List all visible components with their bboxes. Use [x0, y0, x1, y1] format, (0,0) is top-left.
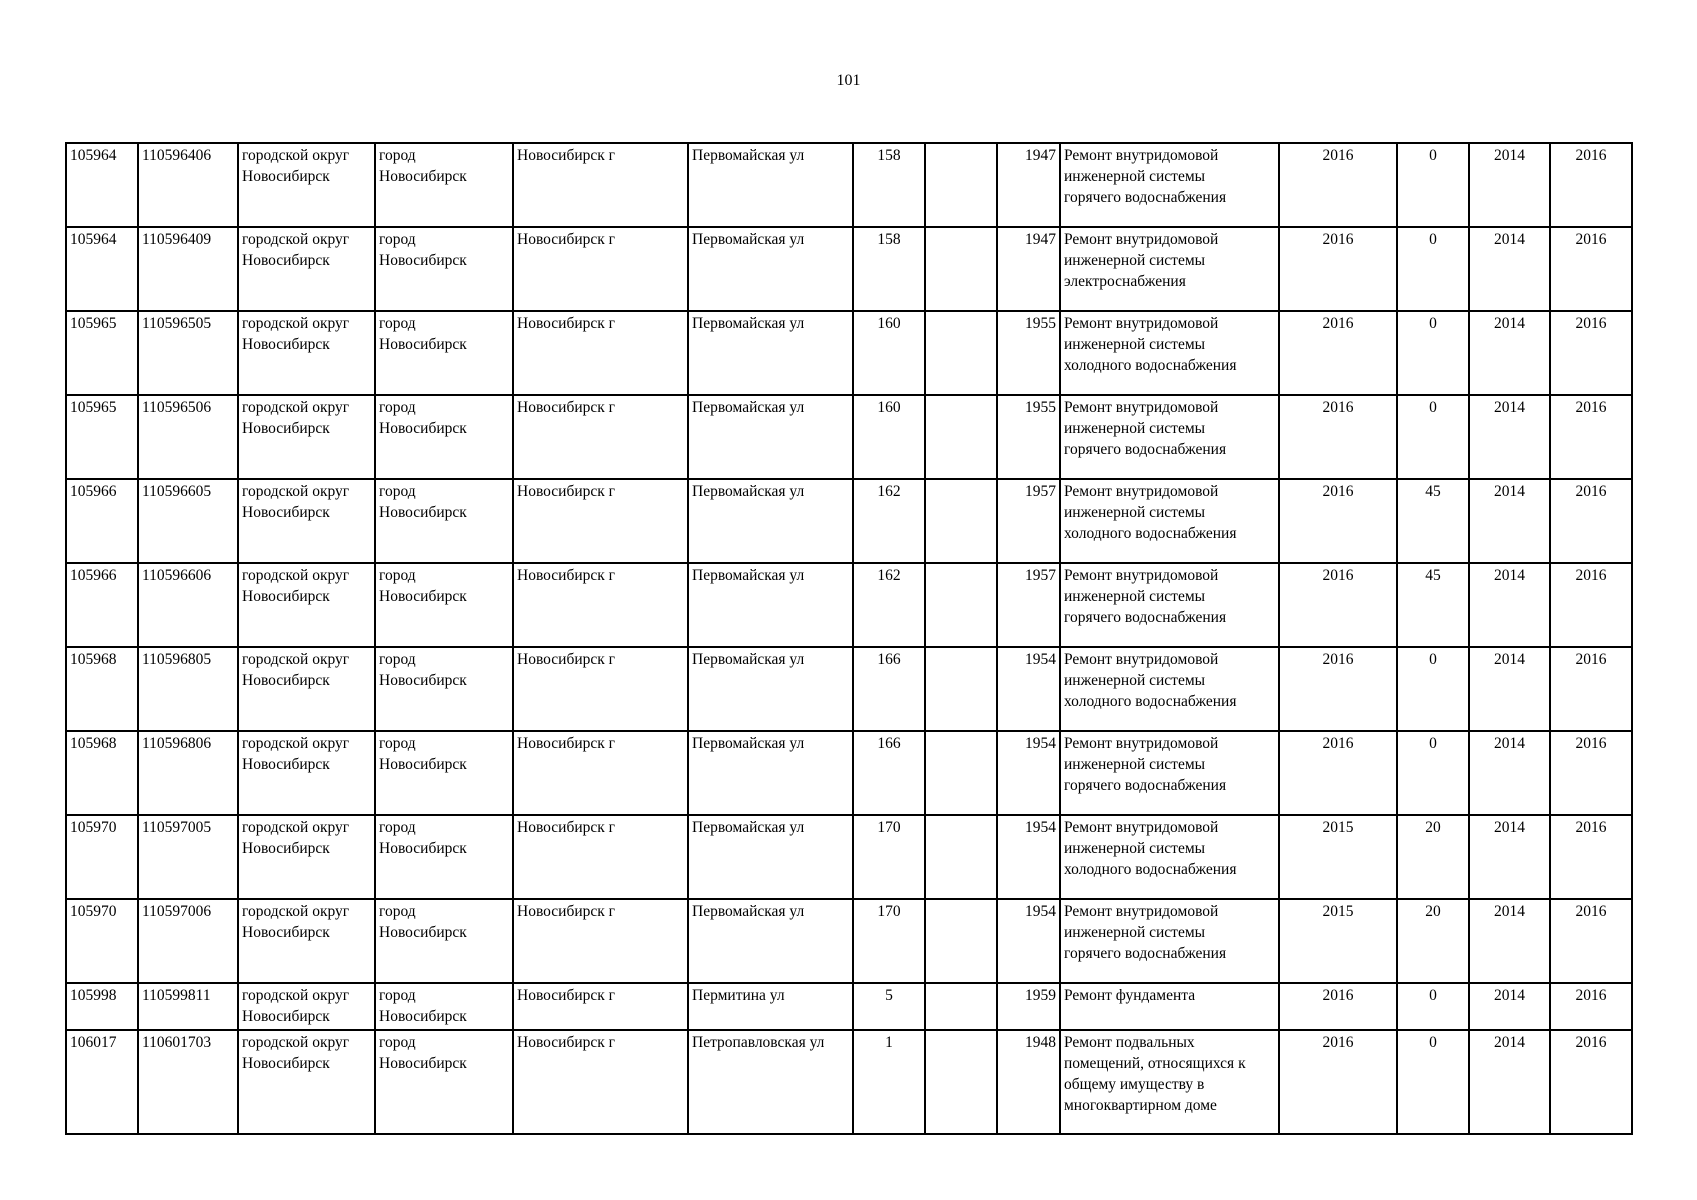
street-cell: Первомайская ул	[688, 395, 853, 479]
code-cell: 110596805	[138, 647, 238, 731]
wear-cell: 0	[1397, 227, 1469, 311]
work-type-cell: Ремонт внутридомовой инженерной системы холодного водоснабжения	[1060, 479, 1279, 563]
planned-year-cell: 2016	[1279, 227, 1397, 311]
code-cell: 110601703	[138, 1030, 238, 1134]
building-cell	[925, 395, 997, 479]
year-built-cell: 1954	[997, 647, 1060, 731]
year-built-cell: 1954	[997, 815, 1060, 899]
record-id-cell: 105998	[66, 983, 138, 1030]
district-cell: городской округ Новосибирск	[238, 311, 375, 395]
code-cell: 110596605	[138, 479, 238, 563]
locality-cell: Новосибирск г	[513, 815, 688, 899]
street-cell: Петропавловская ул	[688, 1030, 853, 1134]
record-id-cell: 105968	[66, 647, 138, 731]
locality-cell: Новосибирск г	[513, 479, 688, 563]
district-cell: городской округ Новосибирск	[238, 899, 375, 983]
street-cell: Первомайская ул	[688, 227, 853, 311]
district-cell: городской округ Новосибирск	[238, 1030, 375, 1134]
wear-cell: 0	[1397, 1030, 1469, 1134]
building-cell	[925, 731, 997, 815]
year-built-cell: 1955	[997, 395, 1060, 479]
wear-cell: 0	[1397, 731, 1469, 815]
code-cell: 110596409	[138, 227, 238, 311]
work-type-cell: Ремонт внутридомовой инженерной системы электроснабжения	[1060, 227, 1279, 311]
year-to-cell: 2016	[1550, 563, 1632, 647]
year-built-cell: 1957	[997, 563, 1060, 647]
year-from-cell: 2014	[1469, 983, 1550, 1030]
work-type-cell: Ремонт подвальных помещений, относящихся к общему имуществу в многоквартирном доме	[1060, 1030, 1279, 1134]
settlement-cell: город Новосибирск	[375, 731, 513, 815]
table-row	[66, 227, 1632, 311]
planned-year-cell: 2016	[1279, 479, 1397, 563]
year-from-cell: 2014	[1469, 647, 1550, 731]
record-id-cell: 105965	[66, 311, 138, 395]
district-cell: городской округ Новосибирск	[238, 395, 375, 479]
year-to-cell: 2016	[1550, 311, 1632, 395]
building-cell	[925, 1030, 997, 1134]
locality-cell: Новосибирск г	[513, 311, 688, 395]
table-row	[66, 899, 1632, 983]
work-type-cell: Ремонт фундамента	[1060, 983, 1279, 1030]
street-cell: Первомайская ул	[688, 143, 853, 227]
year-to-cell: 2016	[1550, 1030, 1632, 1134]
locality-cell: Новосибирск г	[513, 899, 688, 983]
year-to-cell: 2016	[1550, 899, 1632, 983]
code-cell: 110596806	[138, 731, 238, 815]
locality-cell: Новосибирск г	[513, 395, 688, 479]
planned-year-cell: 2016	[1279, 143, 1397, 227]
record-id-cell: 105964	[66, 143, 138, 227]
year-to-cell: 2016	[1550, 983, 1632, 1030]
house-number-cell: 158	[853, 227, 925, 311]
year-built-cell: 1955	[997, 311, 1060, 395]
settlement-cell: город Новосибирск	[375, 899, 513, 983]
code-cell: 110596505	[138, 311, 238, 395]
record-id-cell: 105968	[66, 731, 138, 815]
planned-year-cell: 2016	[1279, 731, 1397, 815]
building-cell	[925, 143, 997, 227]
work-type-cell: Ремонт внутридомовой инженерной системы холодного водоснабжения	[1060, 647, 1279, 731]
settlement-cell: город Новосибирск	[375, 227, 513, 311]
table-row	[66, 815, 1632, 899]
register-table	[65, 142, 1633, 1135]
table-row	[66, 563, 1632, 647]
locality-cell: Новосибирск г	[513, 1030, 688, 1134]
building-cell	[925, 899, 997, 983]
settlement-cell: город Новосибирск	[375, 563, 513, 647]
planned-year-cell: 2016	[1279, 395, 1397, 479]
record-id-cell: 106017	[66, 1030, 138, 1134]
house-number-cell: 170	[853, 815, 925, 899]
wear-cell: 0	[1397, 647, 1469, 731]
district-cell: городской округ Новосибирск	[238, 143, 375, 227]
settlement-cell: город Новосибирск	[375, 647, 513, 731]
house-number-cell: 5	[853, 983, 925, 1030]
wear-cell: 20	[1397, 899, 1469, 983]
year-from-cell: 2014	[1469, 143, 1550, 227]
year-built-cell: 1948	[997, 1030, 1060, 1134]
district-cell: городской округ Новосибирск	[238, 563, 375, 647]
record-id-cell: 105964	[66, 227, 138, 311]
settlement-cell: город Новосибирск	[375, 479, 513, 563]
code-cell: 110599811	[138, 983, 238, 1030]
table-body	[66, 143, 1632, 1134]
planned-year-cell: 2015	[1279, 899, 1397, 983]
house-number-cell: 158	[853, 143, 925, 227]
settlement-cell: город Новосибирск	[375, 311, 513, 395]
year-built-cell: 1947	[997, 227, 1060, 311]
year-from-cell: 2014	[1469, 899, 1550, 983]
code-cell: 110597005	[138, 815, 238, 899]
page-number: 101	[836, 72, 861, 89]
year-from-cell: 2014	[1469, 1030, 1550, 1134]
street-cell: Первомайская ул	[688, 899, 853, 983]
wear-cell: 45	[1397, 563, 1469, 647]
planned-year-cell: 2016	[1279, 1030, 1397, 1134]
wear-cell: 0	[1397, 143, 1469, 227]
locality-cell: Новосибирск г	[513, 143, 688, 227]
code-cell: 110596506	[138, 395, 238, 479]
house-number-cell: 1	[853, 1030, 925, 1134]
work-type-cell: Ремонт внутридомовой инженерной системы холодного водоснабжения	[1060, 815, 1279, 899]
locality-cell: Новосибирск г	[513, 731, 688, 815]
settlement-cell: город Новосибирск	[375, 395, 513, 479]
year-built-cell: 1957	[997, 479, 1060, 563]
settlement-cell: город Новосибирск	[375, 815, 513, 899]
building-cell	[925, 647, 997, 731]
year-from-cell: 2014	[1469, 311, 1550, 395]
year-built-cell: 1959	[997, 983, 1060, 1030]
year-built-cell: 1954	[997, 731, 1060, 815]
year-to-cell: 2016	[1550, 227, 1632, 311]
year-from-cell: 2014	[1469, 731, 1550, 815]
wear-cell: 20	[1397, 815, 1469, 899]
district-cell: городской округ Новосибирск	[238, 647, 375, 731]
record-id-cell: 105970	[66, 815, 138, 899]
planned-year-cell: 2015	[1279, 815, 1397, 899]
street-cell: Первомайская ул	[688, 311, 853, 395]
year-to-cell: 2016	[1550, 731, 1632, 815]
work-type-cell: Ремонт внутридомовой инженерной системы холодного водоснабжения	[1060, 311, 1279, 395]
house-number-cell: 162	[853, 563, 925, 647]
district-cell: городской округ Новосибирск	[238, 479, 375, 563]
building-cell	[925, 311, 997, 395]
year-to-cell: 2016	[1550, 143, 1632, 227]
wear-cell: 45	[1397, 479, 1469, 563]
wear-cell: 0	[1397, 311, 1469, 395]
code-cell: 110596606	[138, 563, 238, 647]
street-cell: Первомайская ул	[688, 479, 853, 563]
table-row	[66, 143, 1632, 227]
district-cell: городской округ Новосибирск	[238, 731, 375, 815]
work-type-cell: Ремонт внутридомовой инженерной системы горячего водоснабжения	[1060, 395, 1279, 479]
record-id-cell: 105965	[66, 395, 138, 479]
house-number-cell: 166	[853, 731, 925, 815]
table-row	[66, 311, 1632, 395]
year-built-cell: 1947	[997, 143, 1060, 227]
locality-cell: Новосибирск г	[513, 563, 688, 647]
record-id-cell: 105966	[66, 479, 138, 563]
year-from-cell: 2014	[1469, 479, 1550, 563]
table-row	[66, 395, 1632, 479]
planned-year-cell: 2016	[1279, 311, 1397, 395]
code-cell: 110596406	[138, 143, 238, 227]
settlement-cell: город Новосибирск	[375, 983, 513, 1030]
planned-year-cell: 2016	[1279, 983, 1397, 1030]
building-cell	[925, 983, 997, 1030]
table-row	[66, 479, 1632, 563]
building-cell	[925, 227, 997, 311]
settlement-cell: город Новосибирск	[375, 143, 513, 227]
work-type-cell: Ремонт внутридомовой инженерной системы горячего водоснабжения	[1060, 143, 1279, 227]
district-cell: городской округ Новосибирск	[238, 227, 375, 311]
year-from-cell: 2014	[1469, 815, 1550, 899]
house-number-cell: 160	[853, 311, 925, 395]
settlement-cell: город Новосибирск	[375, 1030, 513, 1134]
street-cell: Первомайская ул	[688, 731, 853, 815]
year-from-cell: 2014	[1469, 395, 1550, 479]
year-to-cell: 2016	[1550, 647, 1632, 731]
work-type-cell: Ремонт внутридомовой инженерной системы горячего водоснабжения	[1060, 563, 1279, 647]
code-cell: 110597006	[138, 899, 238, 983]
year-to-cell: 2016	[1550, 479, 1632, 563]
table-row	[66, 731, 1632, 815]
building-cell	[925, 815, 997, 899]
house-number-cell: 160	[853, 395, 925, 479]
locality-cell: Новосибирск г	[513, 227, 688, 311]
table-row	[66, 983, 1632, 1030]
year-from-cell: 2014	[1469, 227, 1550, 311]
district-cell: городской округ Новосибирск	[238, 983, 375, 1030]
year-to-cell: 2016	[1550, 395, 1632, 479]
table-row	[66, 1030, 1632, 1134]
table-row	[66, 647, 1632, 731]
house-number-cell: 166	[853, 647, 925, 731]
record-id-cell: 105966	[66, 563, 138, 647]
year-to-cell: 2016	[1550, 815, 1632, 899]
house-number-cell: 170	[853, 899, 925, 983]
building-cell	[925, 563, 997, 647]
street-cell: Первомайская ул	[688, 563, 853, 647]
district-cell: городской округ Новосибирск	[238, 815, 375, 899]
street-cell: Первомайская ул	[688, 815, 853, 899]
locality-cell: Новосибирск г	[513, 983, 688, 1030]
locality-cell: Новосибирск г	[513, 647, 688, 731]
wear-cell: 0	[1397, 395, 1469, 479]
work-type-cell: Ремонт внутридомовой инженерной системы горячего водоснабжения	[1060, 899, 1279, 983]
street-cell: Пермитина ул	[688, 983, 853, 1030]
planned-year-cell: 2016	[1279, 563, 1397, 647]
planned-year-cell: 2016	[1279, 647, 1397, 731]
street-cell: Первомайская ул	[688, 647, 853, 731]
record-id-cell: 105970	[66, 899, 138, 983]
house-number-cell: 162	[853, 479, 925, 563]
year-built-cell: 1954	[997, 899, 1060, 983]
wear-cell: 0	[1397, 983, 1469, 1030]
work-type-cell: Ремонт внутридомовой инженерной системы горячего водоснабжения	[1060, 731, 1279, 815]
building-cell	[925, 479, 997, 563]
year-from-cell: 2014	[1469, 563, 1550, 647]
